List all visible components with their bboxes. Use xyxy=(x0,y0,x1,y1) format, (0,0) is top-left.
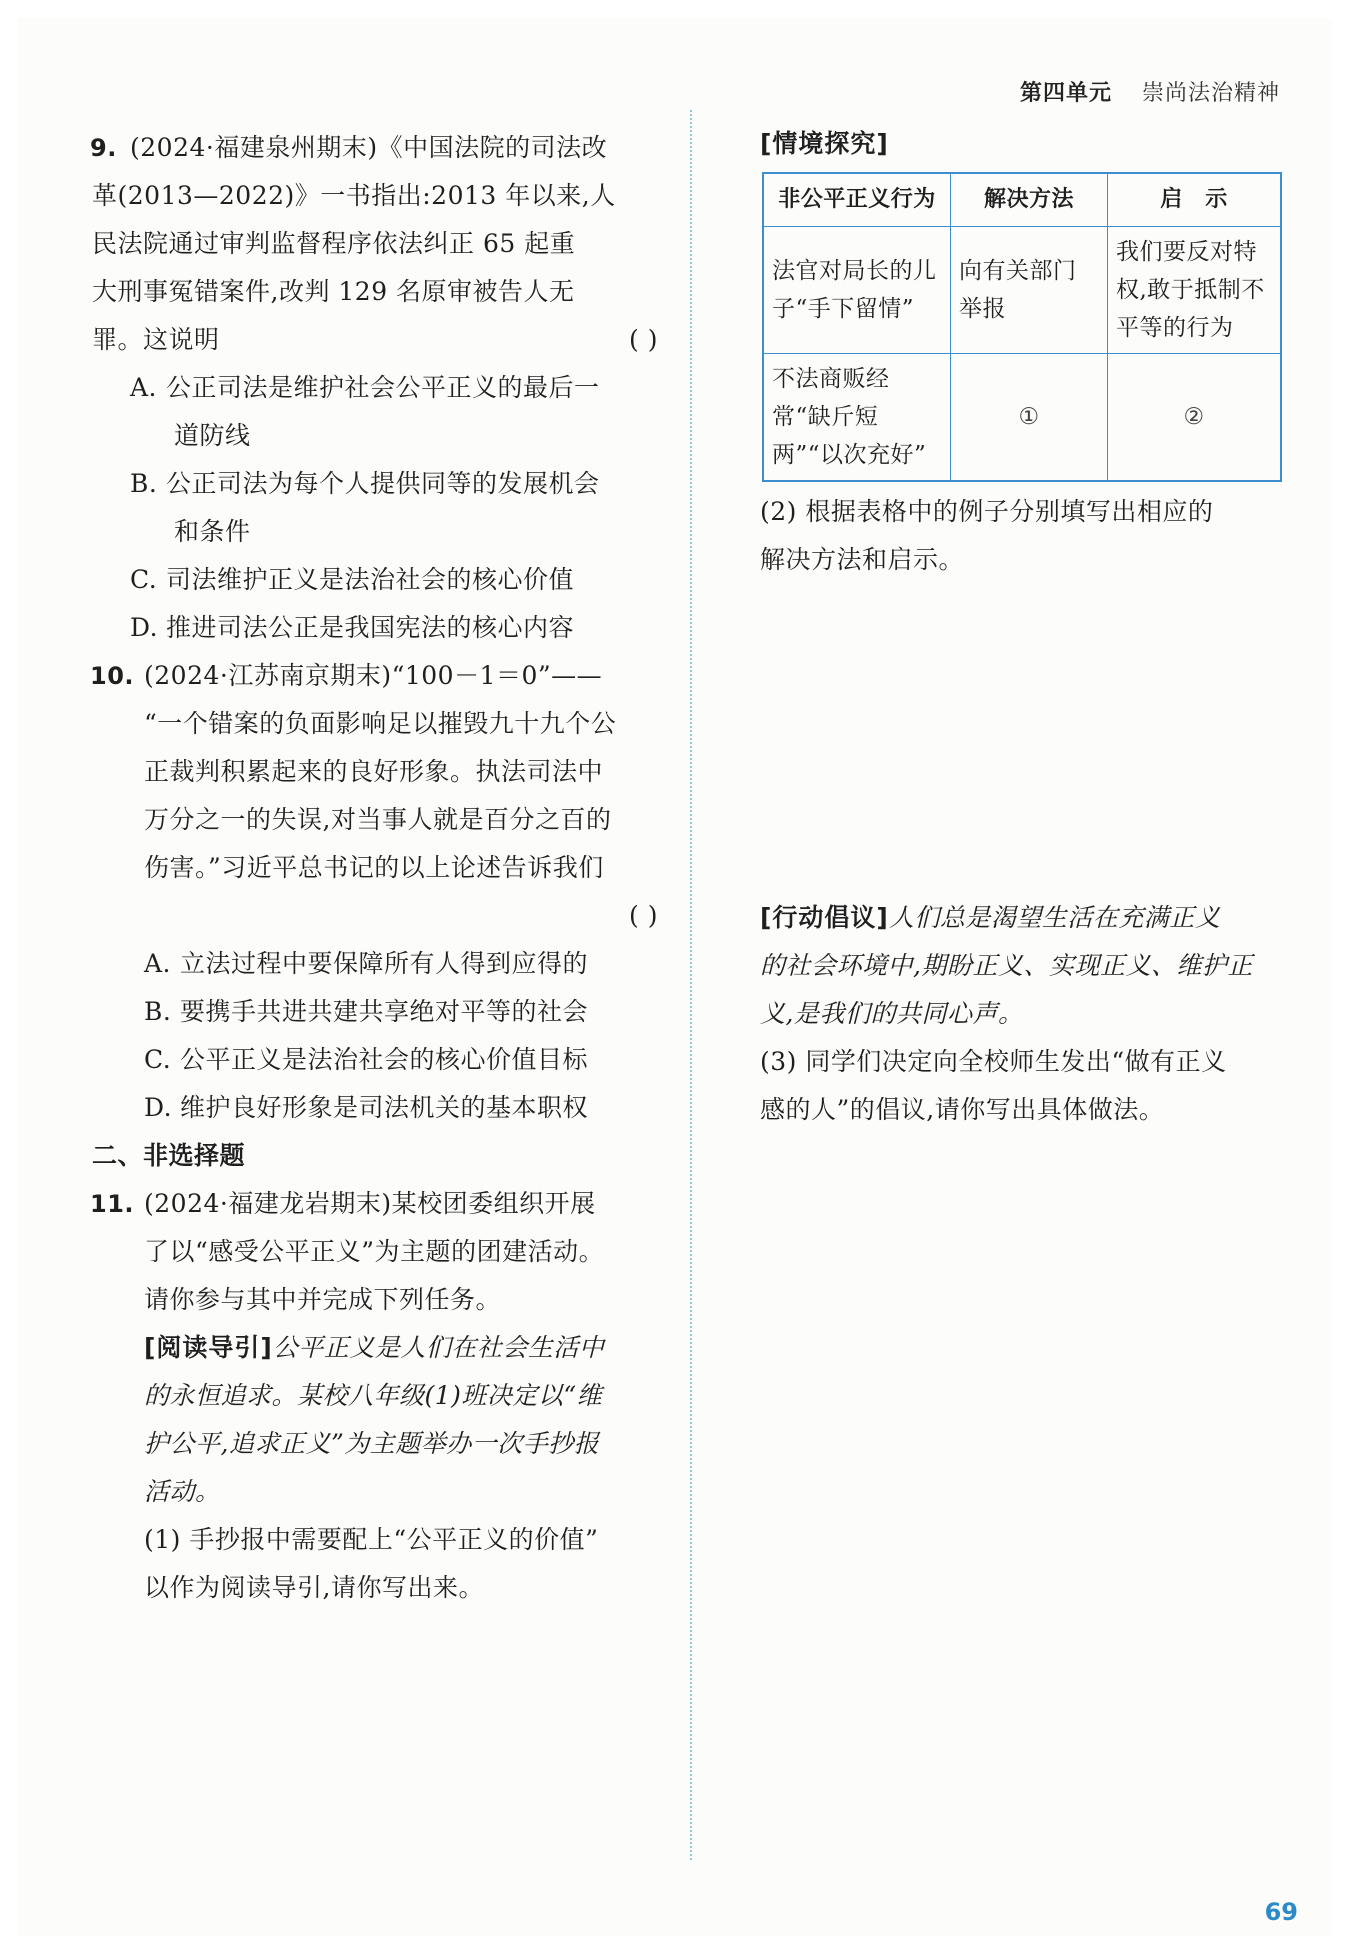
option-c[interactable]: C. 公平正义是法治社会的核心价值目标 xyxy=(144,1045,589,1074)
option-a[interactable]: A. 立法过程中要保障所有人得到应得的 xyxy=(144,949,589,978)
table-cell: 法官对局长的儿子“手下留情” xyxy=(763,227,951,354)
option-a[interactable]: A. 公正司法是维护社会公平正义的最后一 xyxy=(130,373,600,402)
question-10 xyxy=(92,652,662,1132)
option-d[interactable]: D. 维护良好形象是司法机关的基本职权 xyxy=(144,1093,589,1122)
stem-line: (2024·江苏南京期末)“100－1＝0”—— xyxy=(144,661,603,690)
table-cell: 向有关部门举报 xyxy=(951,227,1108,354)
page-number: 69 xyxy=(1264,1898,1298,1926)
action-initiative: [行动倡议]人们总是渴望生活在充满正义 的社会环境中,期盼正义、实现正义、维护正 义,是我们的共同心声。 xyxy=(760,903,1253,1028)
table-cell: 我们要反对特权,敢于抵制不平等的行为 xyxy=(1108,227,1282,354)
task-1: (1) 手抄报中需要配上“公平正义的价值” 以作为阅读导引,请你写出来。 xyxy=(144,1525,599,1602)
stem-line: 大刑事冤错案件,改判 129 名原审被告人无 xyxy=(92,277,575,306)
task-3: (3) 同学们决定向全校师生发出“做有正义 感的人”的倡议,请你写出具体做法。 xyxy=(760,1047,1227,1124)
table-header-row xyxy=(763,173,1281,227)
stem-line: “一个错案的负面影响足以摧毁九十九个公 xyxy=(144,709,617,738)
option-c[interactable]: C. 司法维护正义是法治社会的核心价值 xyxy=(130,565,575,594)
page-header xyxy=(1020,76,1280,107)
section-heading: 二、非选择题 xyxy=(92,1141,246,1170)
situation-tag: [情境探究] xyxy=(760,129,889,158)
answer-paren[interactable]: ( ) xyxy=(629,325,658,354)
unit-label: 第四单元 xyxy=(1019,81,1112,106)
table-cell: 不法商贩经常“缺斤短两”“以次充好” xyxy=(763,354,951,482)
answer-blank-1[interactable]: ① xyxy=(951,354,1108,482)
question-10-stem xyxy=(92,652,662,892)
right-column xyxy=(760,124,1285,1134)
reading-guide: [阅读导引]公平正义是人们在社会生活中 的永恒追求。某校八年级(1)班决定以“维 护公平,追求正义”为主题举办一次手抄报 活动。 xyxy=(144,1333,605,1506)
task-2: (2) 根据表格中的例子分别填写出相应的 解决方法和启示。 xyxy=(760,497,1214,574)
unit-title: 崇尚法治精神 xyxy=(1141,81,1280,106)
question-11 xyxy=(92,1180,662,1612)
reading-guide-tag: [阅读导引] xyxy=(144,1333,273,1362)
table-row xyxy=(763,227,1281,354)
answer-blank-2[interactable]: ② xyxy=(1108,354,1282,482)
stem-line: 革(2013—2022)》一书指出:2013 年以来,人 xyxy=(92,181,616,210)
option-b[interactable]: B. 公正司法为每个人提供同等的发展机会 xyxy=(130,469,600,498)
question-number: 9. xyxy=(90,134,117,162)
option-b-cont: 和条件 xyxy=(174,517,251,546)
question-number: 11. xyxy=(90,1190,135,1218)
answer-paren[interactable]: ( ) xyxy=(629,901,658,930)
stem-last-line: 罪。这说明 ( ) xyxy=(92,316,662,364)
question-9 xyxy=(92,124,662,652)
table-header: 解决方法 xyxy=(951,173,1108,227)
column-divider xyxy=(690,110,692,1860)
situation-table xyxy=(762,172,1282,482)
table-header: 启 示 xyxy=(1108,173,1282,227)
action-tag: [行动倡议] xyxy=(760,903,889,932)
option-d[interactable]: D. 推进司法公正是我国宪法的核心内容 xyxy=(130,613,575,642)
table-row xyxy=(763,354,1281,482)
option-b[interactable]: B. 要携手共进共建共享绝对平等的社会 xyxy=(144,997,589,1026)
stem-line: 万分之一的失误,对当事人就是百分之百的 xyxy=(144,805,612,834)
stem-line: 民法院通过审判监督程序依法纠正 65 起重 xyxy=(92,229,576,258)
question-number: 10. xyxy=(90,662,135,690)
stem-line: 伤害。”习近平总书记的以上论述告诉我们 xyxy=(144,853,604,882)
option-a-cont: 道防线 xyxy=(174,421,251,450)
table-header: 非公平正义行为 xyxy=(763,173,951,227)
stem-line: (2024·福建龙岩期末)某校团委组织开展 xyxy=(144,1189,596,1218)
left-column xyxy=(92,124,662,1612)
stem-line: 请你参与其中并完成下列任务。 xyxy=(144,1285,502,1314)
stem-line: 正裁判积累起来的良好形象。执法司法中 xyxy=(144,757,604,786)
stem-line: (2024·福建泉州期末)《中国法院的司法改 xyxy=(130,133,608,162)
question-9-stem xyxy=(92,124,662,172)
question-11-stem xyxy=(92,1180,662,1324)
answer-space[interactable] xyxy=(760,584,1285,894)
stem-line: 了以“感受公平正义”为主题的团建活动。 xyxy=(144,1237,605,1266)
